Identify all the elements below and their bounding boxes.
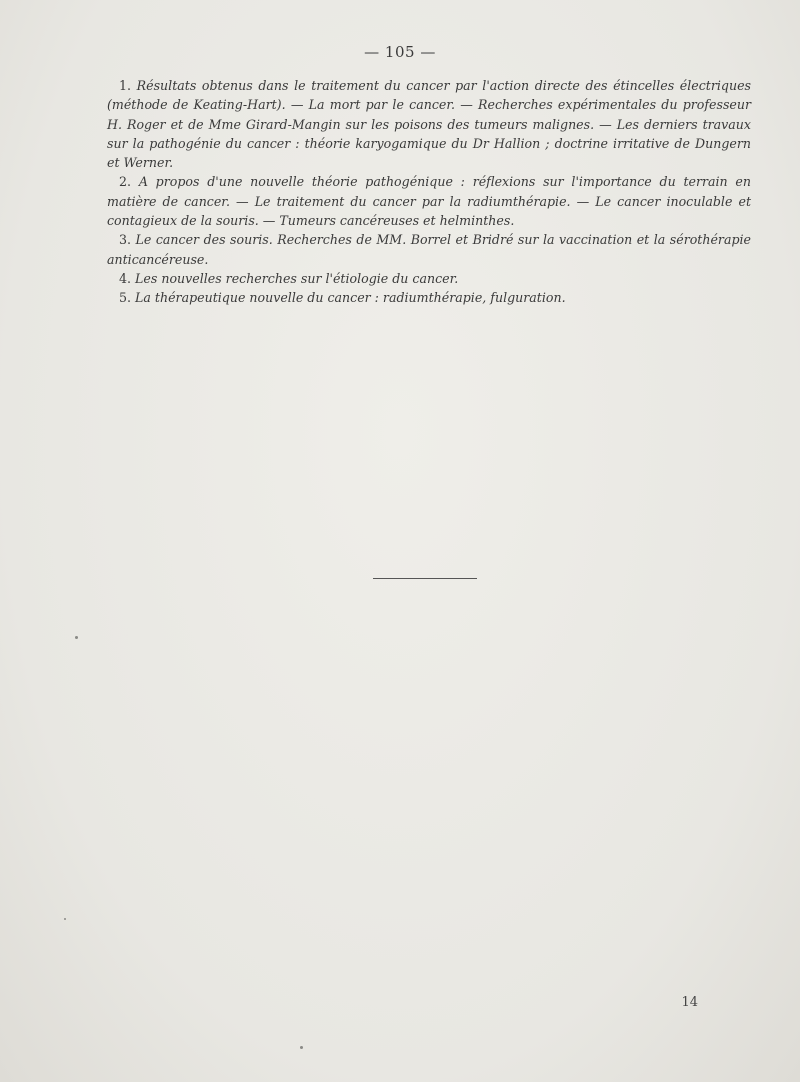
paper-speck bbox=[75, 636, 78, 639]
entry-number: 5. bbox=[119, 290, 132, 306]
entry-number: 3. bbox=[119, 232, 132, 248]
section-divider bbox=[373, 578, 477, 579]
bibliography-list bbox=[107, 76, 751, 308]
list-item bbox=[107, 230, 751, 269]
list-item bbox=[107, 269, 751, 288]
paper-speck bbox=[64, 918, 66, 920]
entry-text: Résultats obtenus dans le traitement du cancer par l'action directe des étincelles électriques (méthode de Keating-Hart). — La mort par le cancer. — Recherches expérimentales du professeur H. Roger et de Mme Girard-Mangin sur les poisons des tumeurs malignes. — Les derniers travaux sur la pathogénie du cancer : théorie karyogamique du Dr Hallion ; doctrine irritative de Dungern et Werner. bbox=[107, 78, 751, 171]
list-item bbox=[107, 172, 751, 230]
page-number: — 105 — bbox=[364, 43, 436, 61]
entry-text: La thérapeutique nouvelle du cancer : radiumthérapie, fulguration. bbox=[135, 290, 566, 306]
entry-number: 2. bbox=[119, 174, 132, 190]
list-item bbox=[107, 76, 751, 172]
entry-number: 4. bbox=[119, 270, 132, 286]
entry-number: 1. bbox=[119, 78, 132, 93]
entry-text: Les nouvelles recherches sur l'étiologie du cancer. bbox=[135, 270, 459, 286]
entry-text: Le cancer des souris. Recherches de MM. Borrel et Bridré sur la vaccination et la sérothérapie anticancéreuse. bbox=[107, 232, 751, 267]
paper-speck bbox=[300, 1046, 303, 1049]
entry-text: A propos d'une nouvelle théorie pathogénique : réflexions sur l'importance du terrain en matière de cancer. — Le traitement du cancer par la radiumthérapie. — Le cancer inoculable et contagieux de la souris. — Tumeurs cancéreuses et helminthes. bbox=[107, 174, 751, 229]
list-item bbox=[107, 288, 751, 307]
signature-mark: 14 bbox=[681, 995, 698, 1010]
